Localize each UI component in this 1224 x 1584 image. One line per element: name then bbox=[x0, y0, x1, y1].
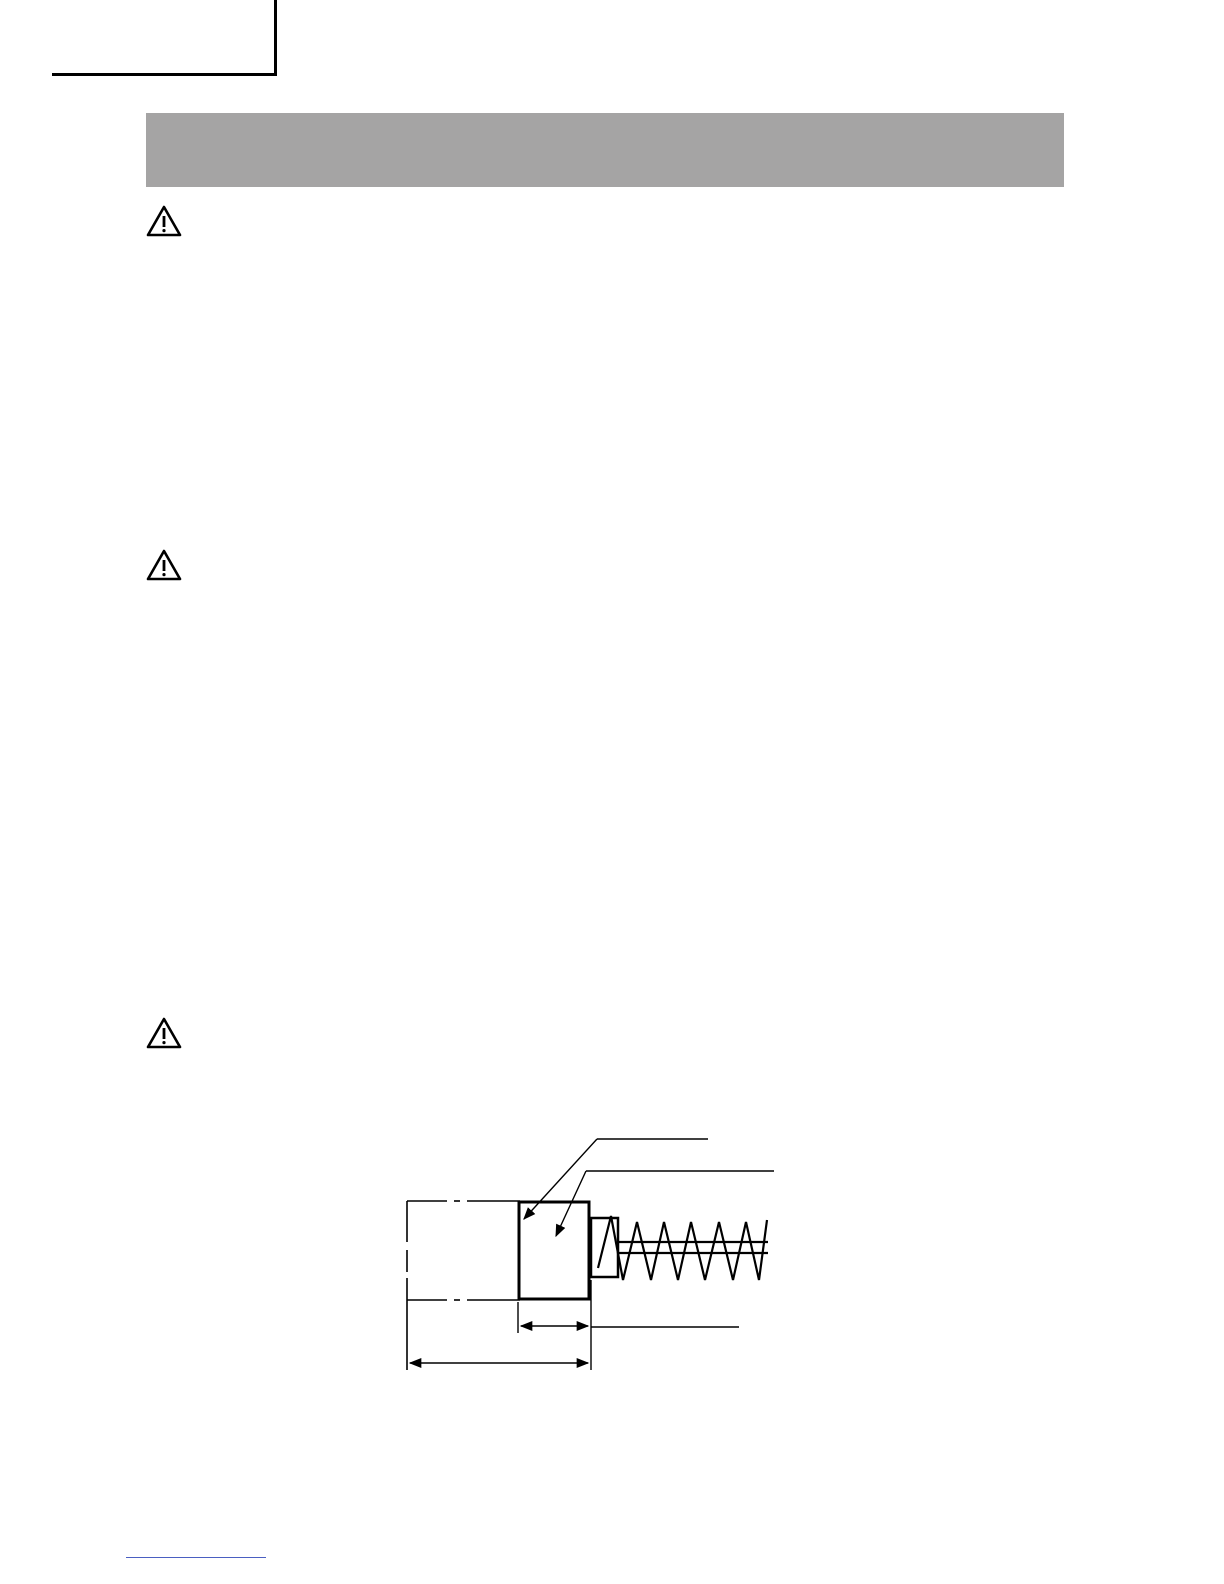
carbon-brush bbox=[519, 1202, 589, 1299]
warning-icon bbox=[145, 1016, 183, 1050]
brush-holder-outline bbox=[407, 1201, 520, 1370]
corner-crop-mark bbox=[52, 0, 277, 76]
warning-icon bbox=[145, 548, 183, 582]
carbon-brush-diagram bbox=[400, 1130, 790, 1380]
footer-rule bbox=[126, 1557, 266, 1558]
wear-limit-dimension bbox=[518, 1280, 739, 1370]
spring bbox=[598, 1216, 768, 1280]
warning-icon bbox=[145, 204, 183, 238]
section-header-banner bbox=[146, 113, 1064, 187]
